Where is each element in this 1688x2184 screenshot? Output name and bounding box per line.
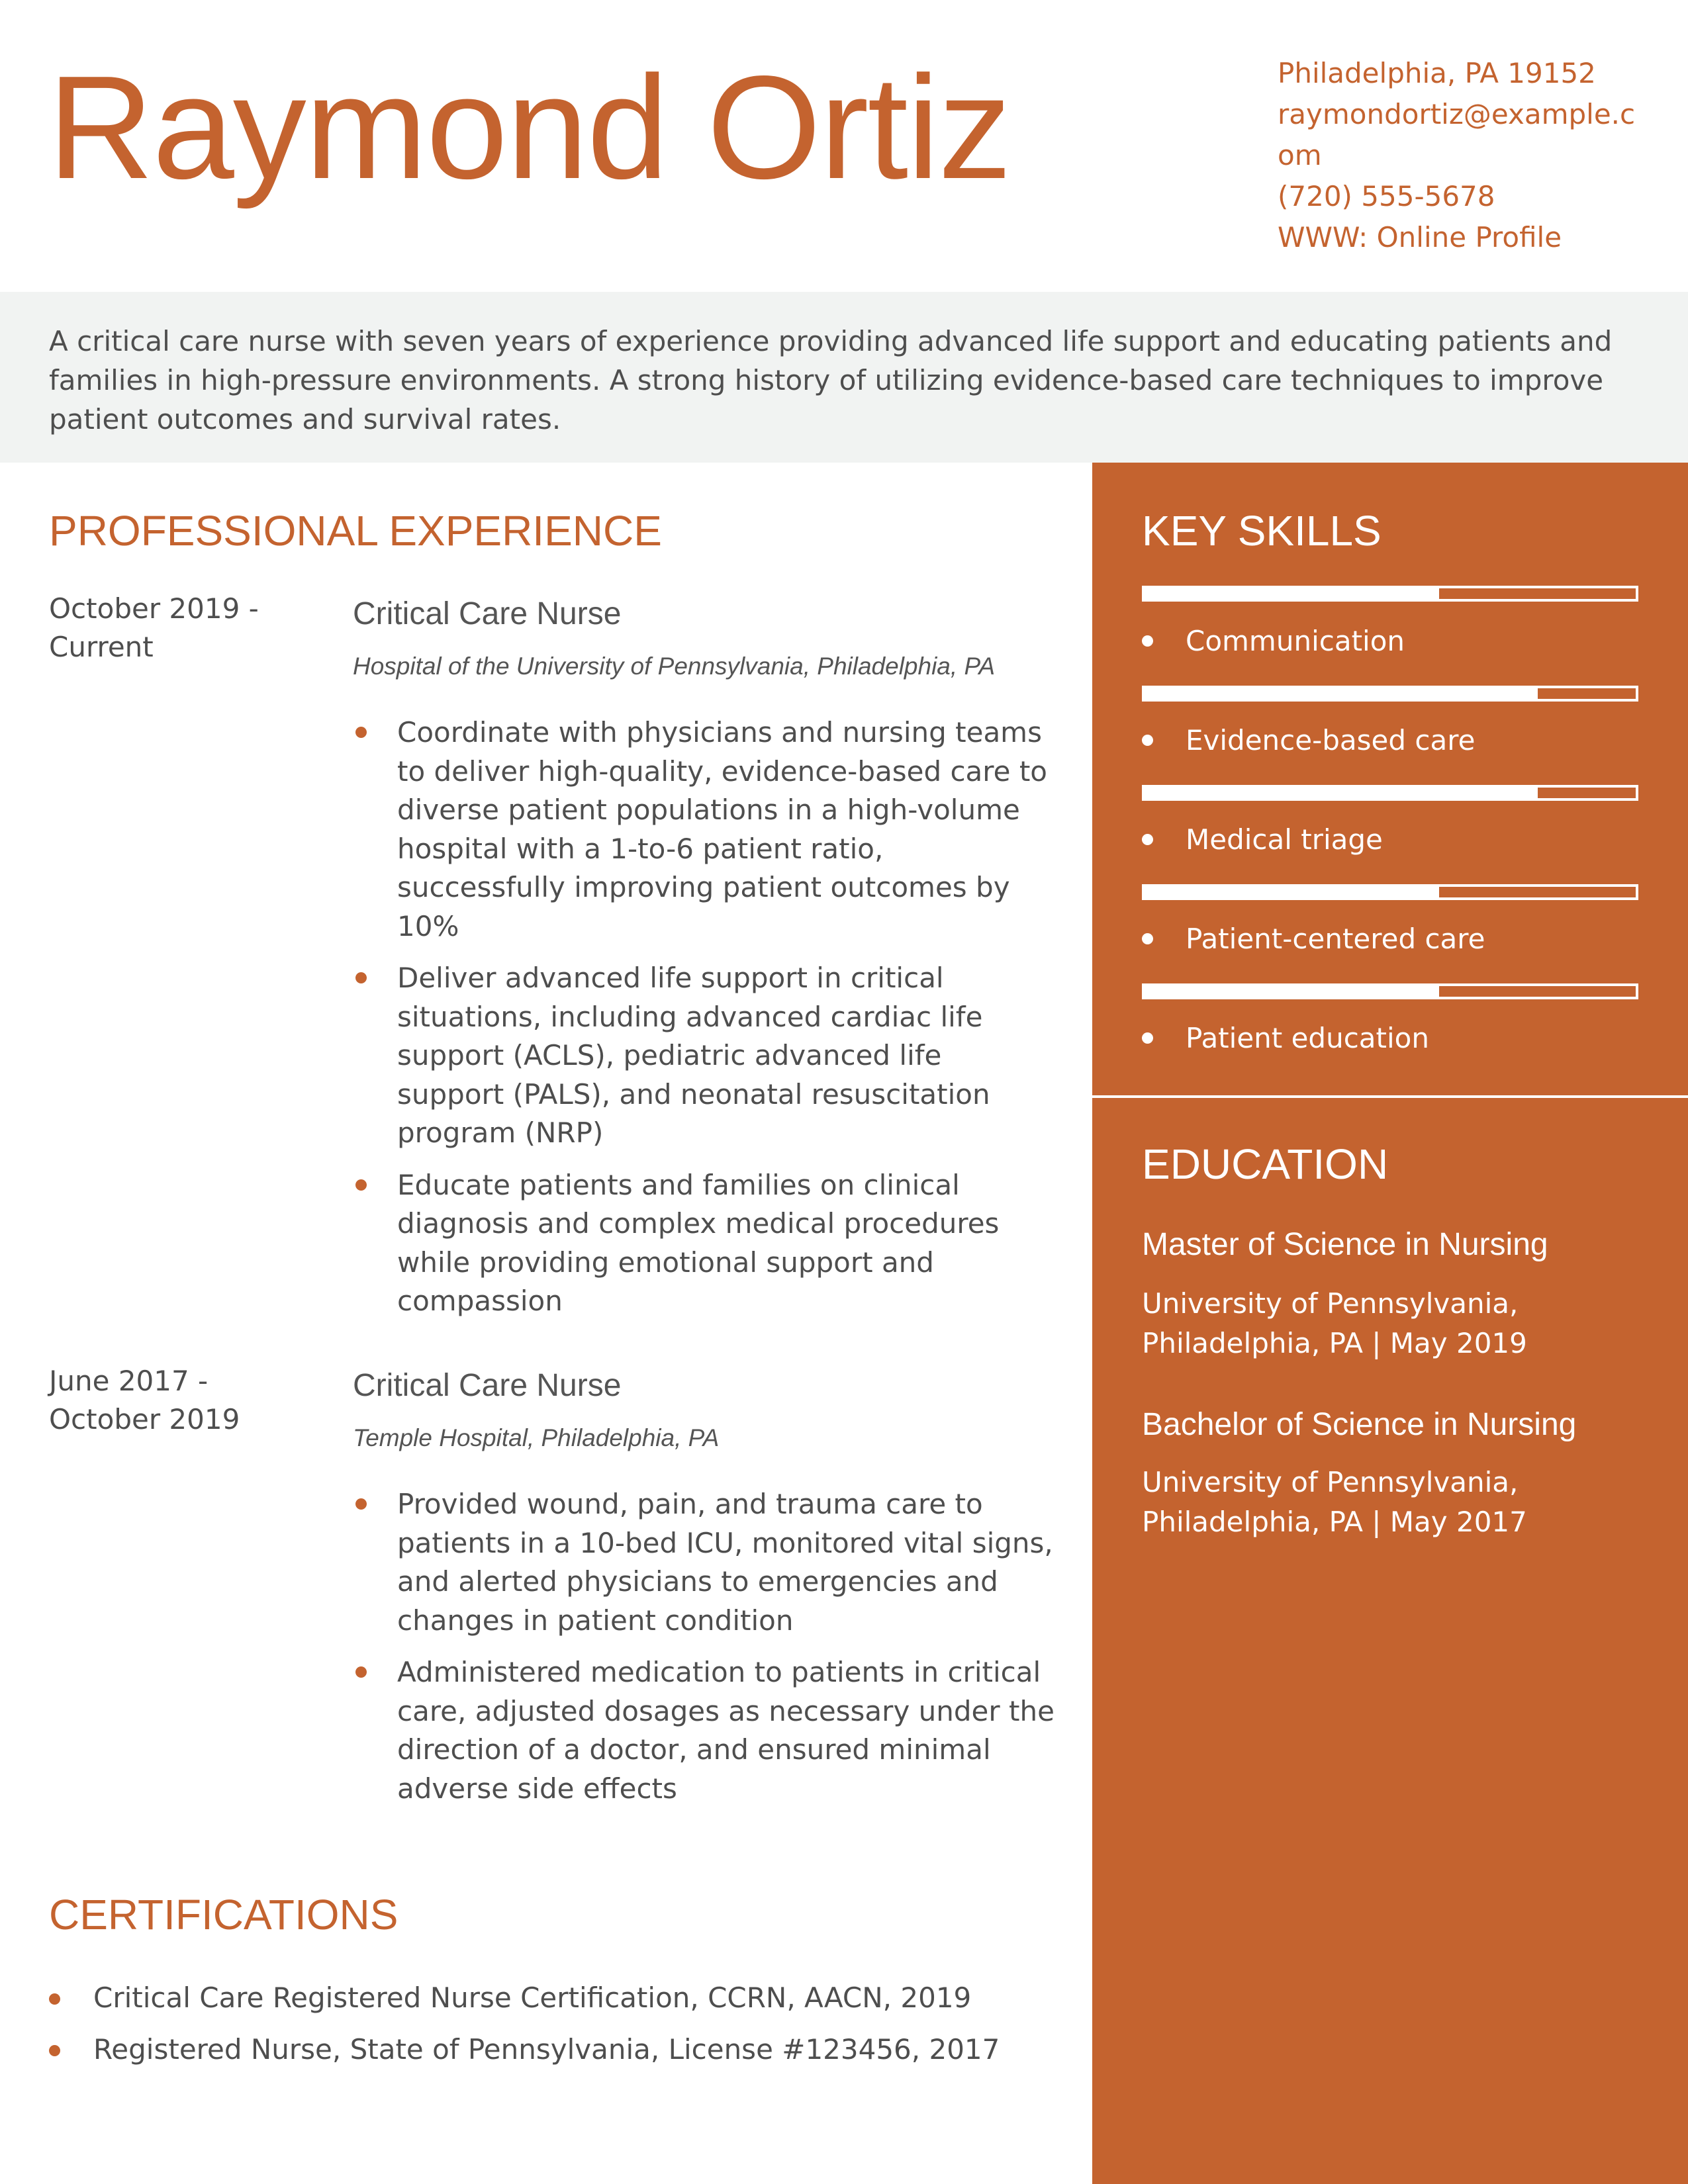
bullet-icon [1142,933,1153,944]
bullet-icon [49,1993,60,2005]
job-dates: June 2017 - October 2019 [49,1365,240,1435]
skill-item [1142,721,1645,761]
list-item-text: Coordinate with physicians and nursing teams to deliver high-quality, evidence-based care to diverse patient populations in a high-volume hospital with a 1-to-6 patient ratio, successfully improving patient outcomes by 10% [397,716,1047,942]
list-item [49,1972,1042,2024]
skill-level-bar [1142,785,1638,801]
education-detail: University of Pennsylvania, Philadelphia, PA | May 2017 [1142,1466,1527,1538]
skill-level-fill [1145,788,1538,798]
skill-level-bar [1142,686,1638,702]
bullet-icon [355,1498,367,1510]
list-item [49,2024,1042,2075]
contact-location: Philadelphia, PA 19152 [1278,57,1596,89]
education-degree: Master of Science in Nursing [1142,1227,1548,1262]
list-item-text: Educate patients and families on clinical diagnosis and complex medical procedures while providing emotional support and compassion [397,1168,1000,1317]
skill-level-fill [1145,588,1439,599]
skill-item [1142,821,1645,860]
skill-level-fill [1145,887,1439,897]
list-item [353,1653,1055,1808]
experience-heading: PROFESSIONAL EXPERIENCE [49,507,662,555]
skill-item [1142,622,1645,662]
sidebar-divider [1092,1095,1688,1098]
contact-website[interactable]: WWW: Online Profile [1278,221,1562,253]
education-heading: EDUCATION [1142,1140,1389,1188]
job-title: Critical Care Nurse [353,1368,622,1403]
bullet-icon [1142,1032,1153,1044]
education-degree: Bachelor of Science in Nursing [1142,1407,1577,1442]
bullet-icon [1142,735,1153,746]
bullet-icon [355,1666,367,1678]
skill-level-fill [1145,688,1538,699]
skills-heading: KEY SKILLS [1142,507,1382,555]
skill-level-bar [1142,586,1638,602]
contact-block [1278,53,1648,258]
list-item [353,1166,1055,1321]
skill-label: Patient-centered care [1186,923,1485,955]
job-company: Hospital of the University of Pennsylvania, Philadelphia, PA [353,653,996,680]
skill-label: Patient education [1186,1022,1429,1054]
skill-label: Medical triage [1186,823,1383,856]
job-bullet-list [353,1485,1055,1821]
skill-level-bar [1142,983,1638,999]
list-item-text: Provided wound, pain, and trauma care to patients in a 10-bed ICU, monitored vital signs, and alerted physicians to emergencies and changes in patient condition [397,1488,1053,1637]
certification-text: Critical Care Registered Nurse Certification, CCRN, AACN, 2019 [93,1981,972,2014]
education-detail: University of Pennsylvania, Philadelphia, PA | May 2019 [1142,1287,1527,1359]
certifications-list [49,1972,1042,2075]
list-item-text: Deliver advanced life support in critical situations, including advanced cardiac life support (ACLS), pediatric advanced life support (PALS), and neonatal resuscitation program (NRP) [397,962,990,1149]
summary-text: A critical care nurse with seven years of experience providing advanced life support and educating patients and families in high-pressure environments. A strong history of utilizing evidence-based care techniques to improve patient outcomes and survival rates. [49,325,1613,435]
list-item [353,1485,1055,1640]
contact-email[interactable]: raymondortiz@example.com [1278,98,1636,171]
job-dates: October 2019 - Current [49,592,259,663]
list-item [353,959,1055,1153]
skill-label: Communication [1186,625,1405,657]
bullet-icon [355,727,367,738]
candidate-name: Raymond Ortiz [48,46,1011,210]
skill-item [1142,1019,1645,1059]
bullet-icon [355,1179,367,1191]
skill-label: Evidence-based care [1186,724,1476,756]
bullet-icon [1142,635,1153,647]
list-item-text: Administered medication to patients in critical care, adjusted dosages as necessary under the direction of a doctor, and ensured minimal adverse side effects [397,1656,1055,1805]
job-title: Critical Care Nurse [353,596,622,631]
job-company: Temple Hospital, Philadelphia, PA [353,1424,720,1451]
skill-level-fill [1145,986,1439,997]
job-bullet-list [353,713,1055,1334]
skill-level-bar [1142,884,1638,900]
bullet-icon [355,972,367,983]
certifications-heading: CERTIFICATIONS [49,1891,399,1938]
bullet-icon [49,2045,60,2056]
bullet-icon [1142,834,1153,845]
skill-item [1142,920,1645,960]
certification-text: Registered Nurse, State of Pennsylvania, License #123456, 2017 [93,2033,1000,2066]
contact-phone[interactable]: (720) 555-5678 [1278,180,1495,212]
list-item [353,713,1055,946]
